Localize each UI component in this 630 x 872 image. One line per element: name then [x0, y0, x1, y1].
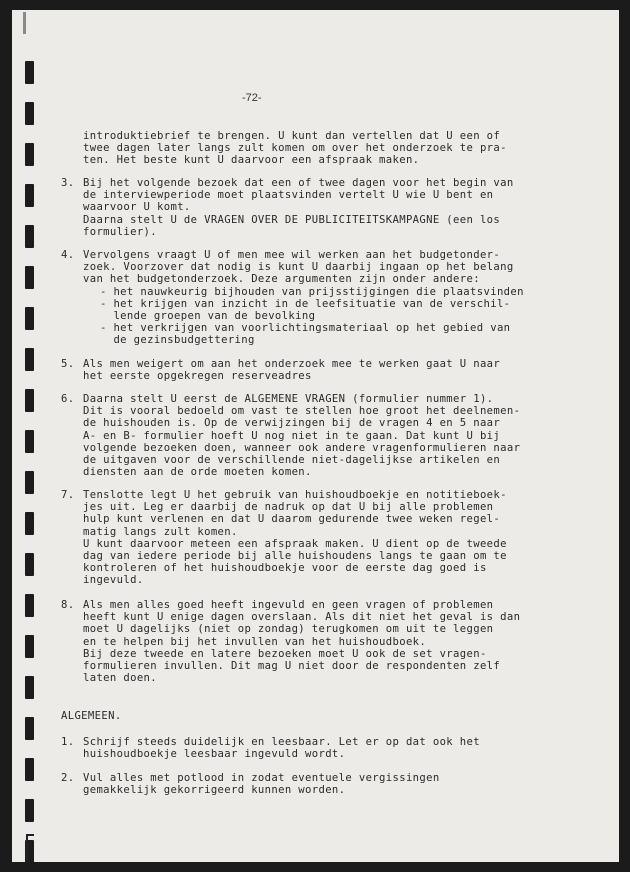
item-line: ingevuld.	[83, 574, 144, 587]
item-number: 4.	[61, 249, 75, 261]
item-line: Dit is vooral bedoeld om vast te stellen hoe groot het deelnemen-	[83, 405, 521, 418]
paragraph-line: twee dagen later langs zult komen om over het onderzoek te pra-	[83, 142, 507, 155]
item-number: 1.	[61, 736, 75, 748]
item-line: formulieren invullen. Dit mag U niet door de respondenten zelf	[83, 660, 501, 672]
binding-hole	[25, 307, 34, 330]
item-line: van het budgetonderzoek. Deze argumenten zijn onder andere:	[83, 273, 480, 286]
item-line: Schrijf steeds duidelijk en leesbaar. Let er op dat ook het	[83, 736, 480, 748]
binding-hole	[25, 676, 34, 699]
item-line: zoek. Voorzover dat nodig is kunt U daarbij ingaan op het belang	[83, 261, 514, 274]
paragraph-line: ten. Het beste kunt U daarvoor een afspraak maken.	[83, 154, 420, 167]
item-line: A- en B- formulier hoeft U nog niet in te gaan. Dat kunt U bij	[83, 429, 501, 442]
item-line: moet U dagelijks (niet op zondag) terugkomen om uit te leggen	[83, 623, 494, 636]
binding-hole	[25, 758, 34, 781]
binding-hole	[25, 635, 34, 658]
item-line: gemakkelijk gekorrigeerd kunnen worden.	[83, 784, 346, 797]
item-line: de interviewperiode moet plaatsvinden vertelt U wie U bent en	[83, 189, 494, 202]
paragraph-line: introduktiebrief te brengen. U kunt dan vertellen dat U een of	[83, 130, 501, 142]
item-line: hulp kunt verlenen en dat U daarom gedurende twee weken regel-	[83, 513, 501, 526]
item-line: Bij deze tweede en latere bezoeken moet U ook de set vragen-	[83, 647, 487, 660]
item-line: formulier).	[83, 225, 158, 238]
binding-hole	[25, 799, 34, 822]
item-line: huishoudboekje leesbaar ingevuld wordt.	[83, 748, 346, 761]
item-line: de huishouden is. Op de verwijzingen bij de vragen 4 en 5 naar	[83, 417, 501, 430]
page-number: -72-	[242, 92, 262, 104]
item-line: diensten aan de orde moeten komen.	[83, 466, 312, 479]
binding-mark	[26, 834, 28, 862]
section-heading: ALGEMEEN.	[61, 710, 122, 722]
bullet-line: - het krijgen van inzicht in de leefsituatie van de verschil-	[100, 297, 511, 310]
binding-hole	[25, 512, 34, 535]
item-line: het eerste opgekregen reserveadres	[83, 370, 312, 383]
item-line: Daarna stelt U de VRAGEN OVER DE PUBLICITEITSKAMPAGNE (een los	[83, 213, 501, 226]
item-number: 8.	[61, 599, 75, 611]
item-line: waarvoor U komt.	[83, 201, 191, 214]
item-line: jes uit. Leg er daarbij de nadruk op dat U bij alle problemen	[83, 501, 494, 514]
item-line: Als men alles goed heeft ingevuld en geen vragen of problemen	[83, 599, 494, 611]
item-line: heeft kunt U enige dagen overslaan. Als dit niet het geval is dan	[83, 611, 521, 624]
item-line: kontroleren of het huishoudboekje voor de eerste dag goed is	[83, 562, 487, 575]
item-number: 5.	[61, 358, 75, 370]
binding-hole	[25, 553, 34, 576]
binding-hole	[25, 266, 34, 289]
binding-hole	[25, 184, 34, 207]
item-number: 2.	[61, 772, 75, 784]
item-line: en te helpen bij het invullen van het huishoudboek.	[83, 635, 427, 648]
binding-hole	[25, 389, 34, 412]
binding-hole	[25, 225, 34, 248]
item-number: 6.	[61, 393, 75, 405]
binding-hole	[25, 348, 34, 371]
binding-hole	[25, 471, 34, 494]
item-line: matig langs zult komen.	[83, 525, 238, 538]
bullet-line: - het verkrijgen van voorlichtingsmateriaal op het gebied van	[100, 322, 511, 335]
item-number: 7.	[61, 489, 75, 501]
item-line: Vul alles met potlood in zodat eventuele vergissingen	[83, 772, 440, 784]
binding-hole	[25, 717, 34, 740]
binding-hole	[25, 430, 34, 453]
binding-holes	[25, 10, 35, 862]
document-page	[12, 10, 619, 862]
item-line: Tenslotte legt U het gebruik van huishoudboekje en notitieboek-	[83, 489, 507, 501]
item-line: dag van iedere periode bij alle huishoudens langs te gaan om te	[83, 550, 507, 562]
item-line: volgende bezoeken doen, wanneer ook andere vragenformulieren naar	[83, 441, 521, 454]
bullet-line: - het nauwkeurig bijhouden van prijsstijgingen die plaatsvinden	[100, 285, 524, 298]
binding-hole	[25, 594, 34, 617]
item-line: Bij het volgende bezoek dat een of twee dagen voor het begin van	[83, 177, 514, 189]
item-line: U kunt daarvoor meteen een afspraak maken. U dient op de tweede	[83, 537, 507, 550]
binding-hole	[25, 102, 34, 125]
item-line: laten doen.	[83, 672, 158, 685]
item-line: Vervolgens vraagt U of men mee wil werken aan het budgetonder-	[83, 249, 501, 261]
item-line: de uitgaven voor de verschillende niet-dagelijkse artikelen en	[83, 454, 501, 466]
bullet-line: de gezinsbudgettering	[100, 334, 255, 347]
item-number: 3.	[61, 177, 75, 189]
item-line: Als men weigert om aan het onderzoek mee te werken gaat U naar	[83, 358, 501, 370]
bullet-line: lende groepen van de bevolking	[100, 310, 316, 322]
binding-hole	[25, 143, 34, 166]
binding-hole	[25, 61, 34, 84]
item-line: Daarna stelt U eerst de ALGEMENE VRAGEN (formulier nummer 1).	[83, 393, 494, 405]
